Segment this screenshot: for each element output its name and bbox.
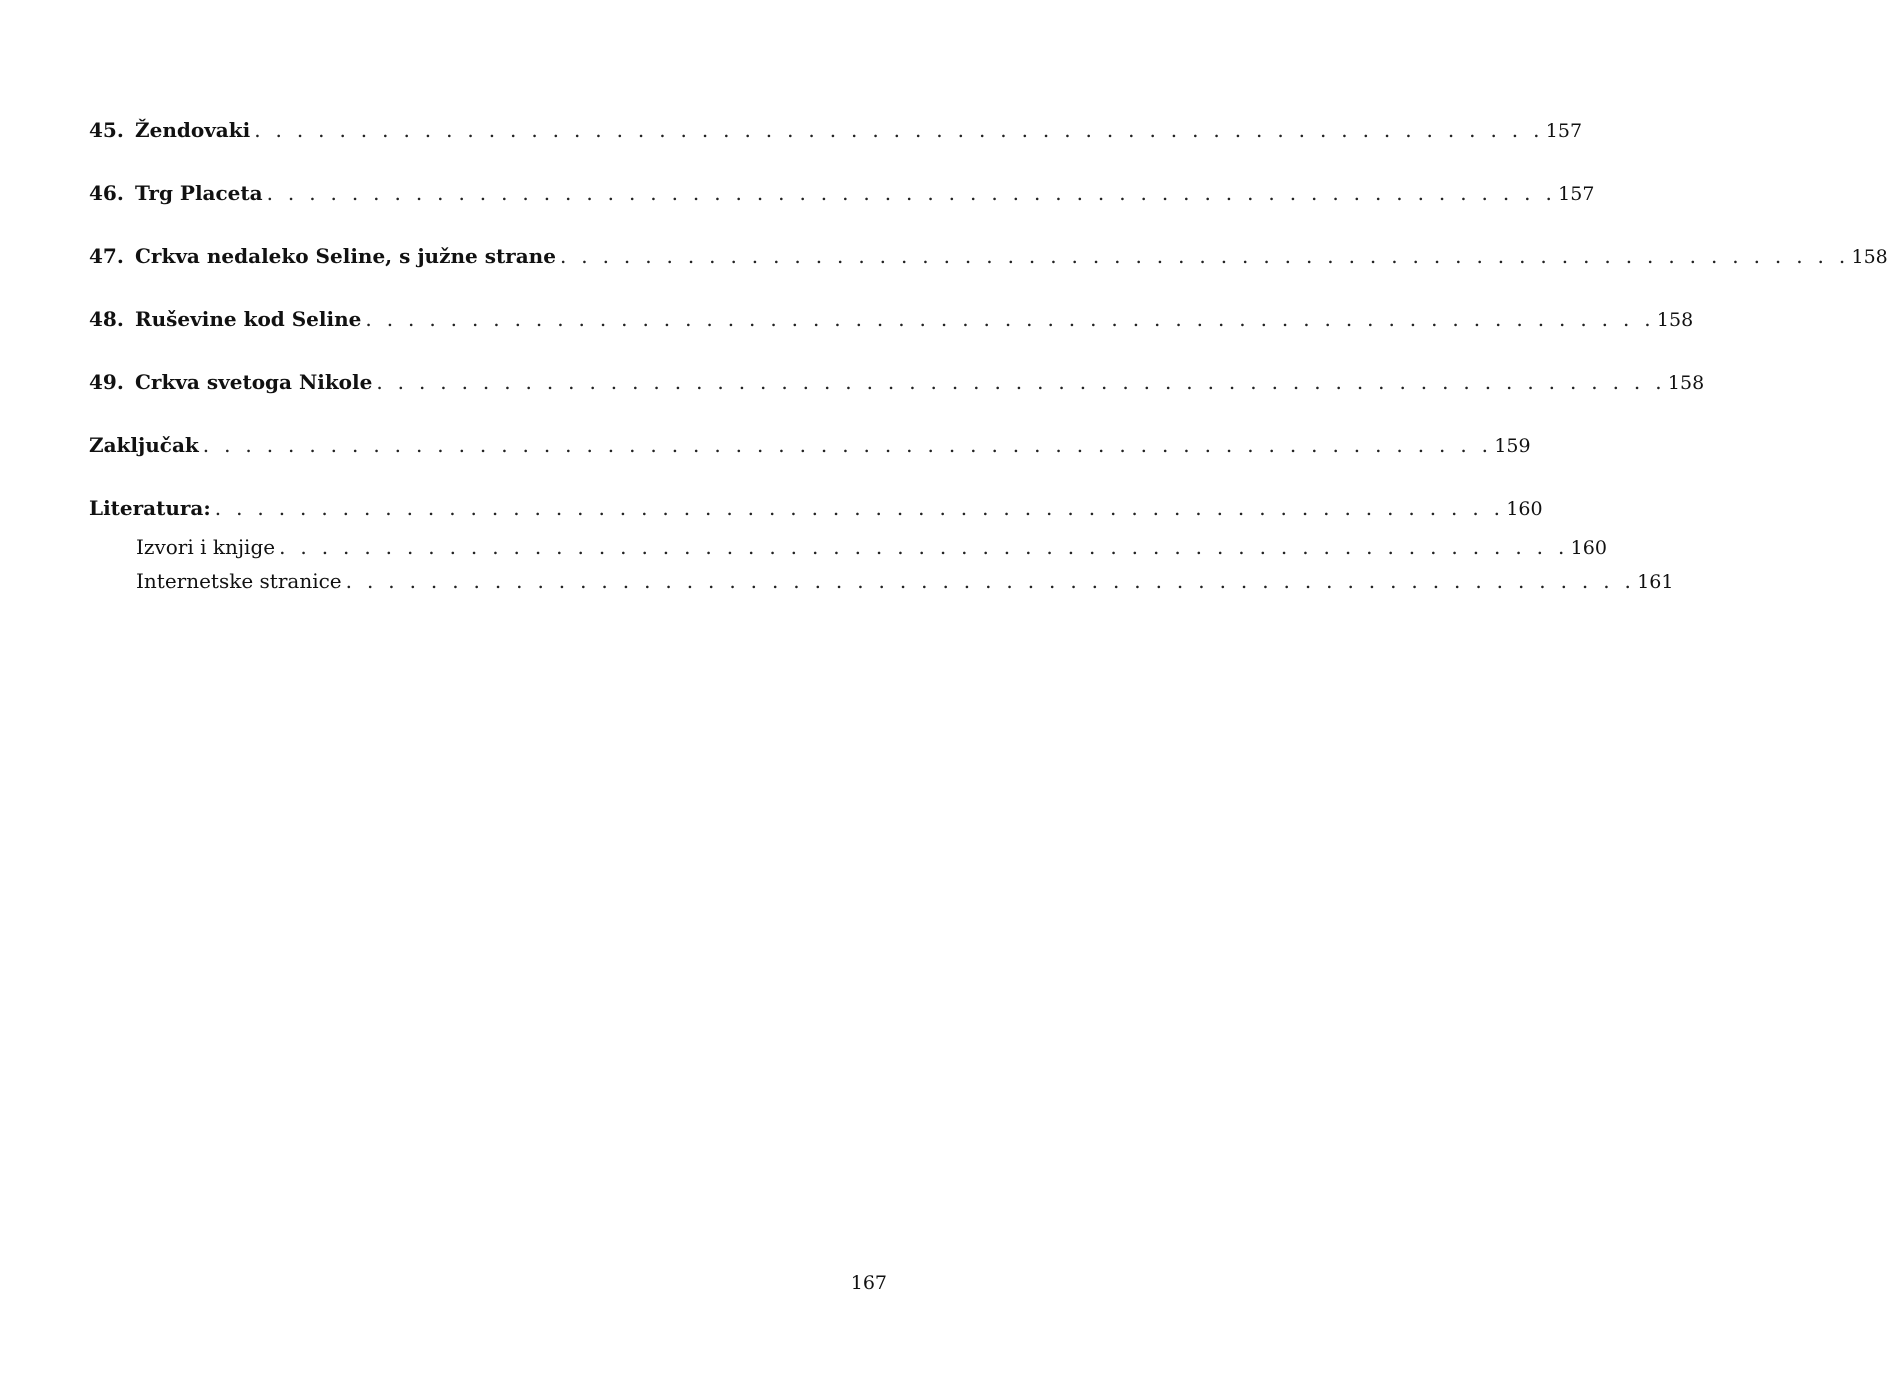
toc-entry-number: 49. xyxy=(89,370,124,394)
dot-leader: . . . . . . . . . . . . . . . . . . . . . . . . . . . . . . . . . . . . . . . . . . . . . . . . . . . . . . . . . . . . . xyxy=(214,496,1505,520)
toc-entry-page: 157 xyxy=(1545,120,1583,142)
toc-subentry-page: 160 xyxy=(1570,537,1607,559)
toc-entry-title: Crkva nedaleko Seline, s južne strane xyxy=(135,244,556,268)
dot-leader: . . . . . . . . . . . . . . . . . . . . . . . . . . . . . . . . . . . . . . . . . . . . . . . . . . . . . . . . . . . . . xyxy=(559,244,1850,268)
toc-entry-page: 158 xyxy=(1851,246,1888,268)
dot-leader: . . . . . . . . . . . . . . . . . . . . . . . . . . . . . . . . . . . . . . . . . . . . . . . . . . . . . . . . . . . . . xyxy=(279,535,1569,559)
toc-subentry xyxy=(136,568,1674,595)
toc-entry-page: 160 xyxy=(1506,498,1543,520)
toc-entry-page: 158 xyxy=(1667,372,1705,394)
toc-subentry xyxy=(136,534,1607,561)
dot-leader: . . . . . . . . . . . . . . . . . . . . . . . . . . . . . . . . . . . . . . . . . . . . . . . . . . . . . . . . . . . . . xyxy=(202,433,1493,457)
toc-subentry-title: Izvori i knjige xyxy=(136,535,276,559)
toc-subentry-title: Internetske stranice xyxy=(136,569,342,593)
page-number: 167 xyxy=(850,1272,887,1294)
toc-entry-page: 157 xyxy=(1558,183,1595,205)
toc-entry-number: 47. xyxy=(89,244,124,268)
toc-entry-number: 48. xyxy=(89,307,124,331)
toc-entry-number: 46. xyxy=(89,181,124,205)
dot-leader: . . . . . . . . . . . . . . . . . . . . . . . . . . . . . . . . . . . . . . . . . . . . . . . . . . . . . . . . . . . . . xyxy=(376,370,1666,394)
toc-entry-title: Trg Placeta xyxy=(135,181,263,205)
toc-entry xyxy=(89,243,1888,270)
toc-entry-title: Zaključak xyxy=(89,433,199,457)
toc-entry-page: 159 xyxy=(1494,435,1531,457)
toc-entry-page: 158 xyxy=(1656,309,1694,331)
dot-leader: . . . . . . . . . . . . . . . . . . . . . . . . . . . . . . . . . . . . . . . . . . . . . . . . . . . . . . . . . . . . . xyxy=(345,569,1636,593)
toc-entry xyxy=(89,117,1583,144)
toc-entry-number: 45. xyxy=(89,118,124,142)
dot-leader: . . . . . . . . . . . . . . . . . . . . . . . . . . . . . . . . . . . . . . . . . . . . . . . . . . . . . . . . . . . . . xyxy=(266,181,1557,205)
toc-entry-title: Ruševine kod Seline xyxy=(135,307,362,331)
dot-leader: . . . . . . . . . . . . . . . . . . . . . . . . . . . . . . . . . . . . . . . . . . . . . . . . . . . . . . . . . . . . . xyxy=(254,118,1544,142)
toc-entry xyxy=(89,495,1543,522)
toc-entry-title: Žendovaki xyxy=(135,118,251,142)
dot-leader: . . . . . . . . . . . . . . . . . . . . . . . . . . . . . . . . . . . . . . . . . . . . . . . . . . . . . . . . . . . . . xyxy=(365,307,1655,331)
toc-entry xyxy=(89,369,1705,396)
toc-entry xyxy=(89,432,1531,459)
toc-subentry-page: 161 xyxy=(1637,571,1674,593)
toc-entry xyxy=(89,180,1595,207)
toc-entry-title: Crkva svetoga Nikole xyxy=(135,370,373,394)
toc-entry-title: Literatura: xyxy=(89,496,211,520)
toc-entry xyxy=(89,306,1694,333)
